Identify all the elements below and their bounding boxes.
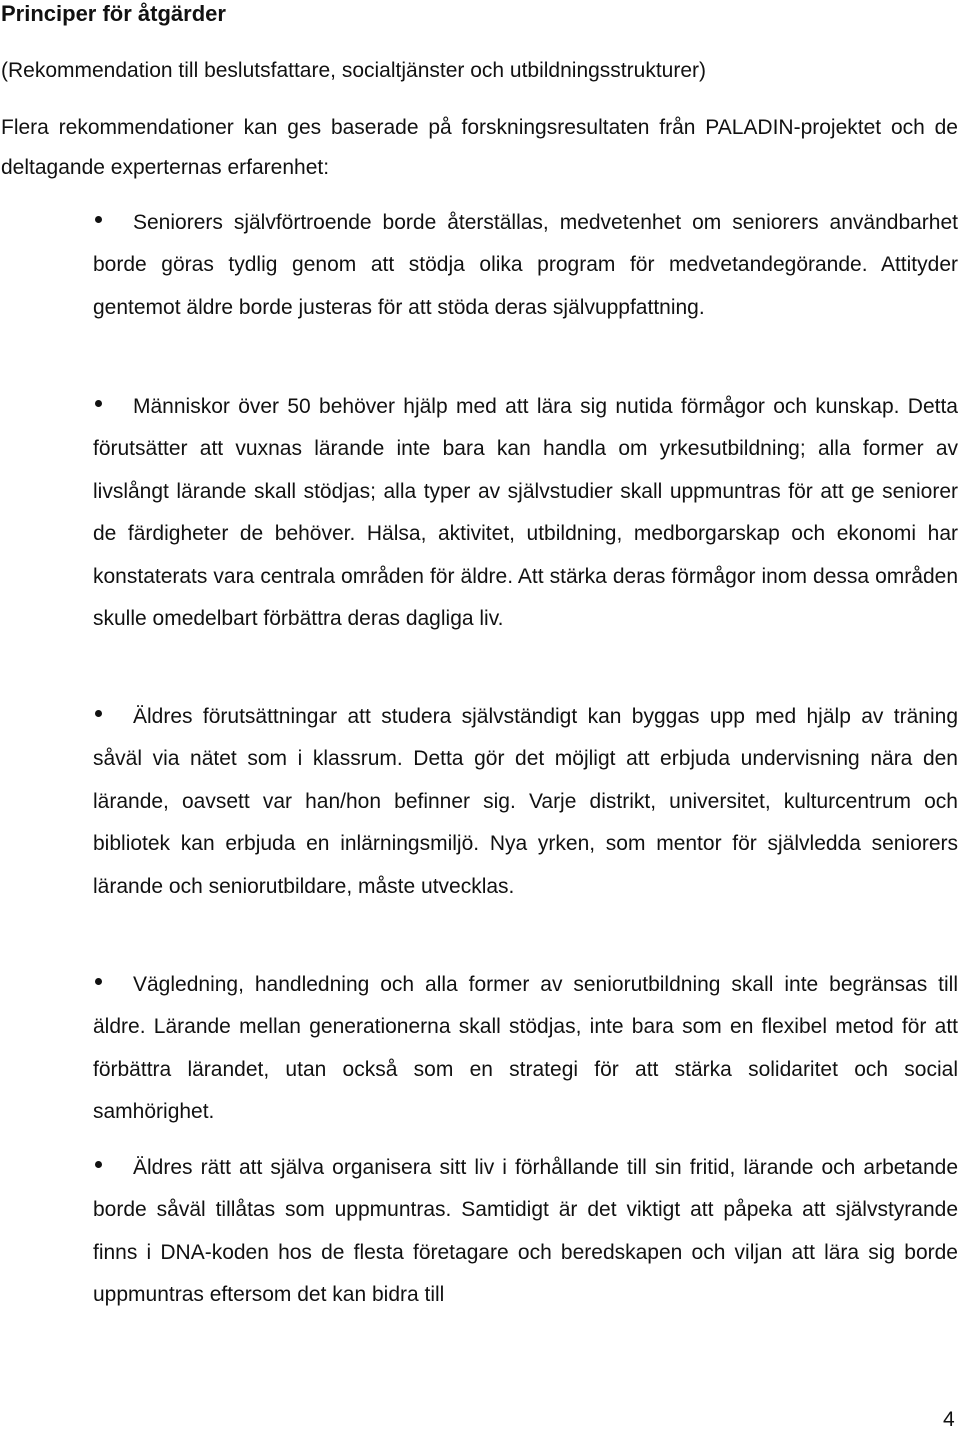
- list-item: [93, 202, 958, 329]
- list-item-text: Äldres rätt att själva organisera sitt liv i förhållande till sin fritid, lärande och arbetande borde såväl tillåtas som uppmuntras. Samtidigt är det viktigt att påpeka att självstyrande finns i DNA-koden hos de flesta företagare och beredskapen och viljan att lära sig borde uppmuntras eftersom det kan bidra till: [93, 1156, 958, 1307]
- section-heading: Principer för åtgärder: [1, 1, 226, 26]
- page-number: 4: [943, 1408, 955, 1431]
- list-item-text: Vägledning, handledning och alla former av seniorutbildning skall inte begränsas till äldre. Lärande mellan generationerna skall stödjas, inte bara som en flexibel metod för att förbättra lärandet, utan också som en strategi för att stärka solidaritet och social samhörighet.: [93, 973, 958, 1124]
- list-item: [93, 386, 958, 640]
- list-item-text: Äldres förutsättningar att studera självständigt kan byggas upp med hjälp av träning såväl via nätet som i klassrum. Detta gör det möjligt att erbjuda undervisning nära den lärande, oavsett var han/hon befinner sig. Varje distrikt, universitet, kulturcentrum och bibliotek kan erbjuda en inlärningsmiljö. Nya yrken, som mentor för självledda seniorers lärande och seniorutbildare, måste utvecklas.: [93, 705, 958, 898]
- subtitle-parenthetical: (Rekommendation till beslutsfattare, socialtjänster och utbildningsstrukturer): [1, 59, 706, 82]
- list-item-text: Seniorers självförtroende borde återställas, medvetenhet om seniorers användbarhet borde göras tydlig genom att stödja olika program för medvetandegörande. Attityder gentemot äldre borde justeras för att stöda deras självuppfattning.: [93, 211, 958, 319]
- list-item: [93, 1147, 958, 1317]
- list-item: [93, 696, 958, 908]
- list-item: [93, 964, 958, 1134]
- intro-paragraph: Flera rekommendationer kan ges baserade på forskningsresultaten från PALADIN-projektet och de deltagande experternas erfarenhet:: [1, 116, 958, 179]
- list-item-text: Människor över 50 behöver hjälp med att lära sig nutida förmågor och kunskap. Detta förutsätter att vuxnas lärande inte bara kan handla om yrkesutbildning; alla former av livslångt lärande skall stödjas; alla typer av självstudier skall uppmuntras för att ge seniorer de färdigheter de behöver. Hälsa, aktivitet, utbildning, medborgarskap och ekonomi har konstaterats vara centrala områden för äldre. Att stärka deras förmågor inom dessa områden skulle omedelbart förbättra deras dagliga liv.: [93, 395, 958, 631]
